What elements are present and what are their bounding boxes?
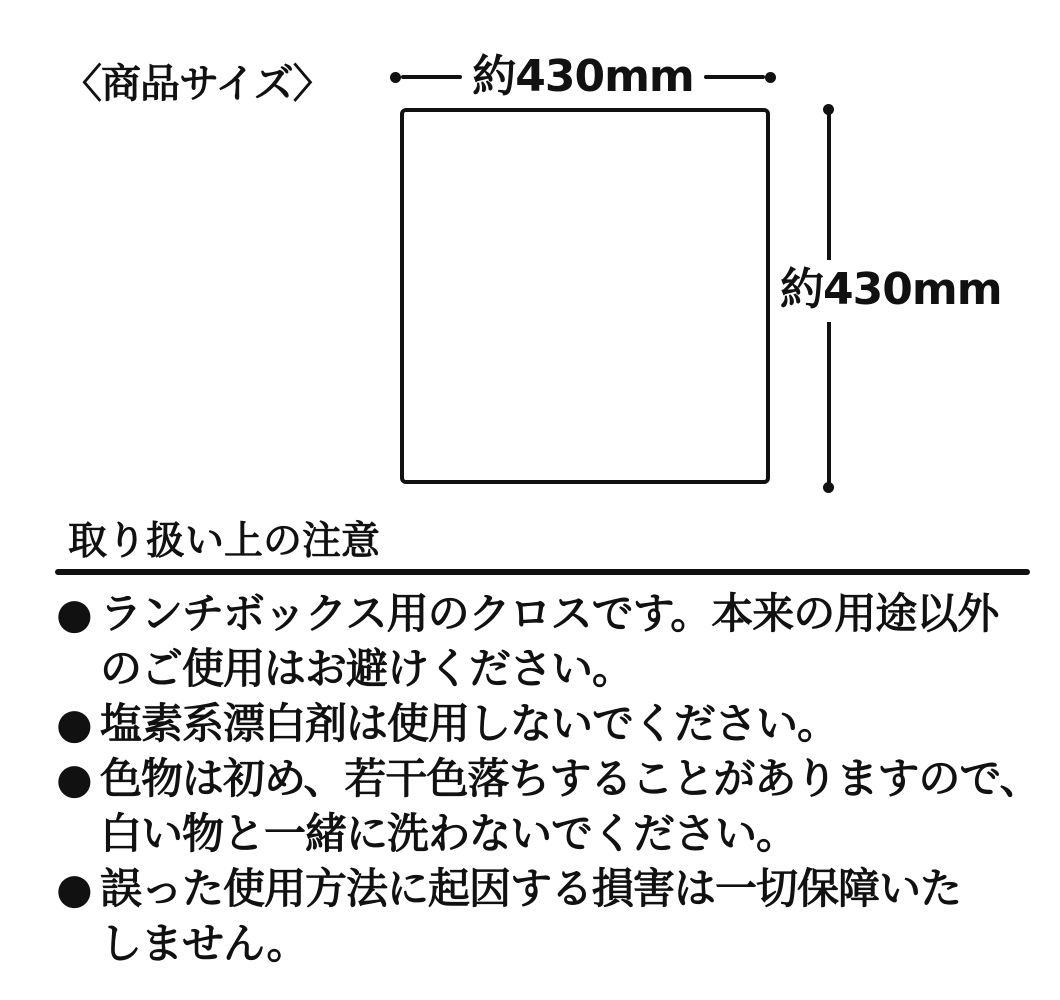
width-dimension-right-dot xyxy=(765,72,776,83)
height-dimension-bottom-dot xyxy=(823,482,834,493)
precaution-line: のご使用はお避けください。 xyxy=(100,644,634,693)
bullet-icon: ● xyxy=(56,589,92,638)
precautions-heading: 取り扱い上の注意 xyxy=(68,519,381,564)
precaution-item-bleach xyxy=(58,696,1053,751)
height-dimension-label: 約430mm xyxy=(780,260,1002,322)
bullet-icon: ● xyxy=(56,699,92,748)
cloth-outline-square xyxy=(400,108,770,484)
precaution-item-liability xyxy=(58,861,1053,971)
width-dimension-left-dot xyxy=(390,72,401,83)
precaution-line: しません。 xyxy=(100,919,308,968)
width-dimension-left-line xyxy=(401,75,462,79)
bullet-icon: ● xyxy=(56,864,92,913)
heading-divider-rule xyxy=(55,569,1030,575)
precaution-item-usage xyxy=(58,586,1053,696)
precaution-line: 誤った使用方法に起因する損害は一切保障いた xyxy=(100,864,962,913)
precaution-line: 白い物と一緒に洗わないでください。 xyxy=(100,809,798,858)
precaution-line: 色物は初め、若干色落ちすることがありますので、 xyxy=(100,754,1041,803)
precaution-line: ランチボックス用のクロスです。本来の用途以外 xyxy=(100,589,999,638)
height-dimension-top-dot xyxy=(823,104,834,115)
precaution-list xyxy=(58,586,1053,971)
width-dimension xyxy=(390,51,776,102)
width-dimension-right-line xyxy=(704,75,765,79)
bullet-icon: ● xyxy=(56,754,92,803)
width-dimension-label: 約430mm xyxy=(472,51,694,102)
precaution-line: 塩素系漂白剤は使用しないでください。 xyxy=(100,699,839,748)
precaution-item-color-fading xyxy=(58,751,1053,861)
product-size-section-title: 〈商品サイズ〉 xyxy=(62,61,332,107)
